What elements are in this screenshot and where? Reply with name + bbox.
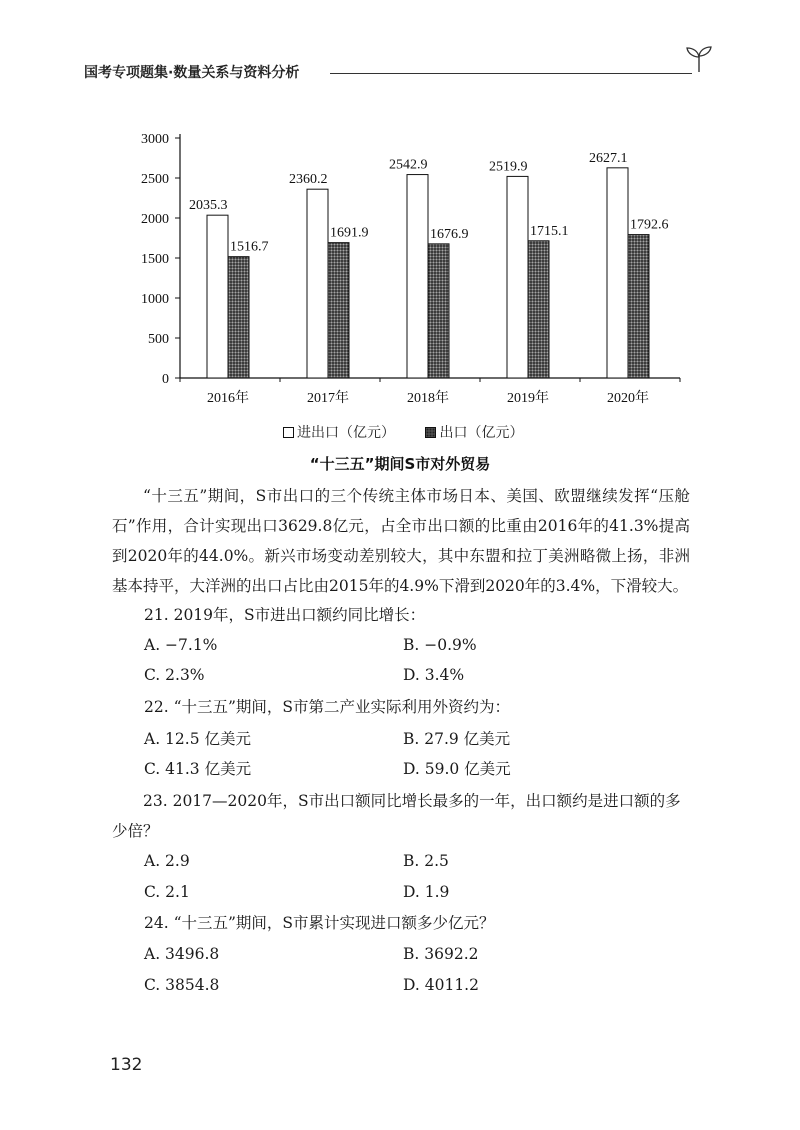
question-stem: 22. “十三五”期间，S市第二产业实际利用外资约为： [144, 698, 511, 716]
chart-title: “十三五”期间S市对外贸易 [309, 455, 491, 473]
x-tick-label: 2016年 [207, 391, 249, 406]
bar-exports [428, 244, 449, 378]
legend-item-imports-exports [283, 425, 399, 441]
bar-imports-exports [307, 189, 328, 378]
legend-swatch-exports [425, 427, 436, 438]
x-tick-label: 2019年 [507, 391, 549, 406]
question-option: C. 2.3% [144, 666, 205, 684]
bar-imports-exports [407, 175, 428, 378]
data-label-imports-exports: 2542.9 [389, 157, 428, 173]
bar-exports [628, 235, 649, 378]
question-option: A. 2.9 [144, 852, 190, 870]
x-tick-label: 2020年 [607, 391, 649, 406]
question-option: D. 3.4% [403, 666, 465, 684]
data-label-exports: 1715.1 [530, 223, 569, 239]
trade-bar-chart [110, 125, 690, 415]
y-tick-label: 3000 [141, 132, 169, 147]
data-label-imports-exports: 2035.3 [189, 198, 228, 214]
y-tick-label: 1500 [141, 252, 169, 267]
x-tick-label: 2017年 [307, 391, 349, 406]
question-option: A. −7.1% [144, 636, 218, 654]
x-tick-label: 2018年 [407, 391, 449, 406]
header-rule [330, 73, 692, 74]
question-stem: 21. 2019年，S市进出口额约同比增长： [144, 606, 426, 624]
y-tick-label: 2500 [141, 172, 169, 187]
y-tick-label: 1000 [141, 292, 169, 307]
page-number: 132 [110, 1055, 143, 1075]
chart-legend [283, 422, 523, 442]
question-option: C. 2.1 [144, 883, 190, 901]
chart-container [110, 125, 690, 419]
question-option: B. 3692.2 [403, 945, 479, 963]
legend-label: 进出口（亿元） [297, 425, 395, 441]
bar-imports-exports [507, 176, 528, 378]
question-option: D. 59.0 亿美元 [403, 760, 511, 778]
body-paragraph: “十三五”期间，S市出口的三个传统主体市场日本、美国、欧盟继续发挥“压舱石”作用，合计实现出口3629.8亿元，占全市出口额的比重由2016年的41.3%提高到2020年的44.0%。新兴市场变动差别较大，其中东盟和拉丁美洲略微上扬，非洲基本持平，大洋洲的出口占比由2015年的4.9%下滑到2020年的3.4%，下滑较大。 [112, 487, 690, 595]
legend-label: 出口（亿元） [439, 425, 524, 441]
question-stem: 24. “十三五”期间，S市累计实现进口额多少亿元？ [144, 914, 495, 932]
data-label-exports: 1516.7 [230, 239, 269, 255]
legend-item-exports [425, 425, 523, 441]
data-label-exports: 1691.9 [330, 225, 369, 241]
question-option: B. −0.9% [403, 636, 477, 654]
question-option: C. 41.3 亿美元 [144, 760, 252, 778]
question-option: B. 27.9 亿美元 [403, 730, 511, 748]
sprout-icon [684, 44, 714, 74]
y-tick-label: 500 [148, 332, 169, 347]
bar-imports-exports [207, 215, 228, 378]
question-option: D. 4011.2 [403, 976, 479, 994]
bar-imports-exports [607, 168, 628, 378]
question-option: A. 12.5 亿美元 [144, 730, 251, 748]
bar-exports [228, 257, 249, 378]
data-label-imports-exports: 2519.9 [489, 159, 528, 175]
data-label-exports: 1792.6 [630, 217, 669, 233]
question-option: A. 3496.8 [144, 945, 220, 963]
legend-swatch-imports-exports [283, 427, 294, 438]
data-label-exports: 1676.9 [430, 226, 469, 242]
question-option: D. 1.9 [403, 883, 450, 901]
bar-exports [528, 241, 549, 378]
y-tick-label: 0 [162, 372, 169, 387]
question-option: B. 2.5 [403, 852, 449, 870]
question-option: C. 3854.8 [144, 976, 220, 994]
question-stem: 23. 2017—2020年，S市出口额同比增长最多的一年，出口额约是进口额的多少倍？ [112, 792, 681, 840]
running-header [84, 60, 724, 90]
y-tick-label: 2000 [141, 212, 169, 227]
bar-exports [328, 243, 349, 378]
data-label-imports-exports: 2627.1 [589, 150, 628, 166]
data-label-imports-exports: 2360.2 [289, 172, 328, 188]
header-title: 国考专项题集·数量关系与资料分析 [84, 65, 300, 81]
